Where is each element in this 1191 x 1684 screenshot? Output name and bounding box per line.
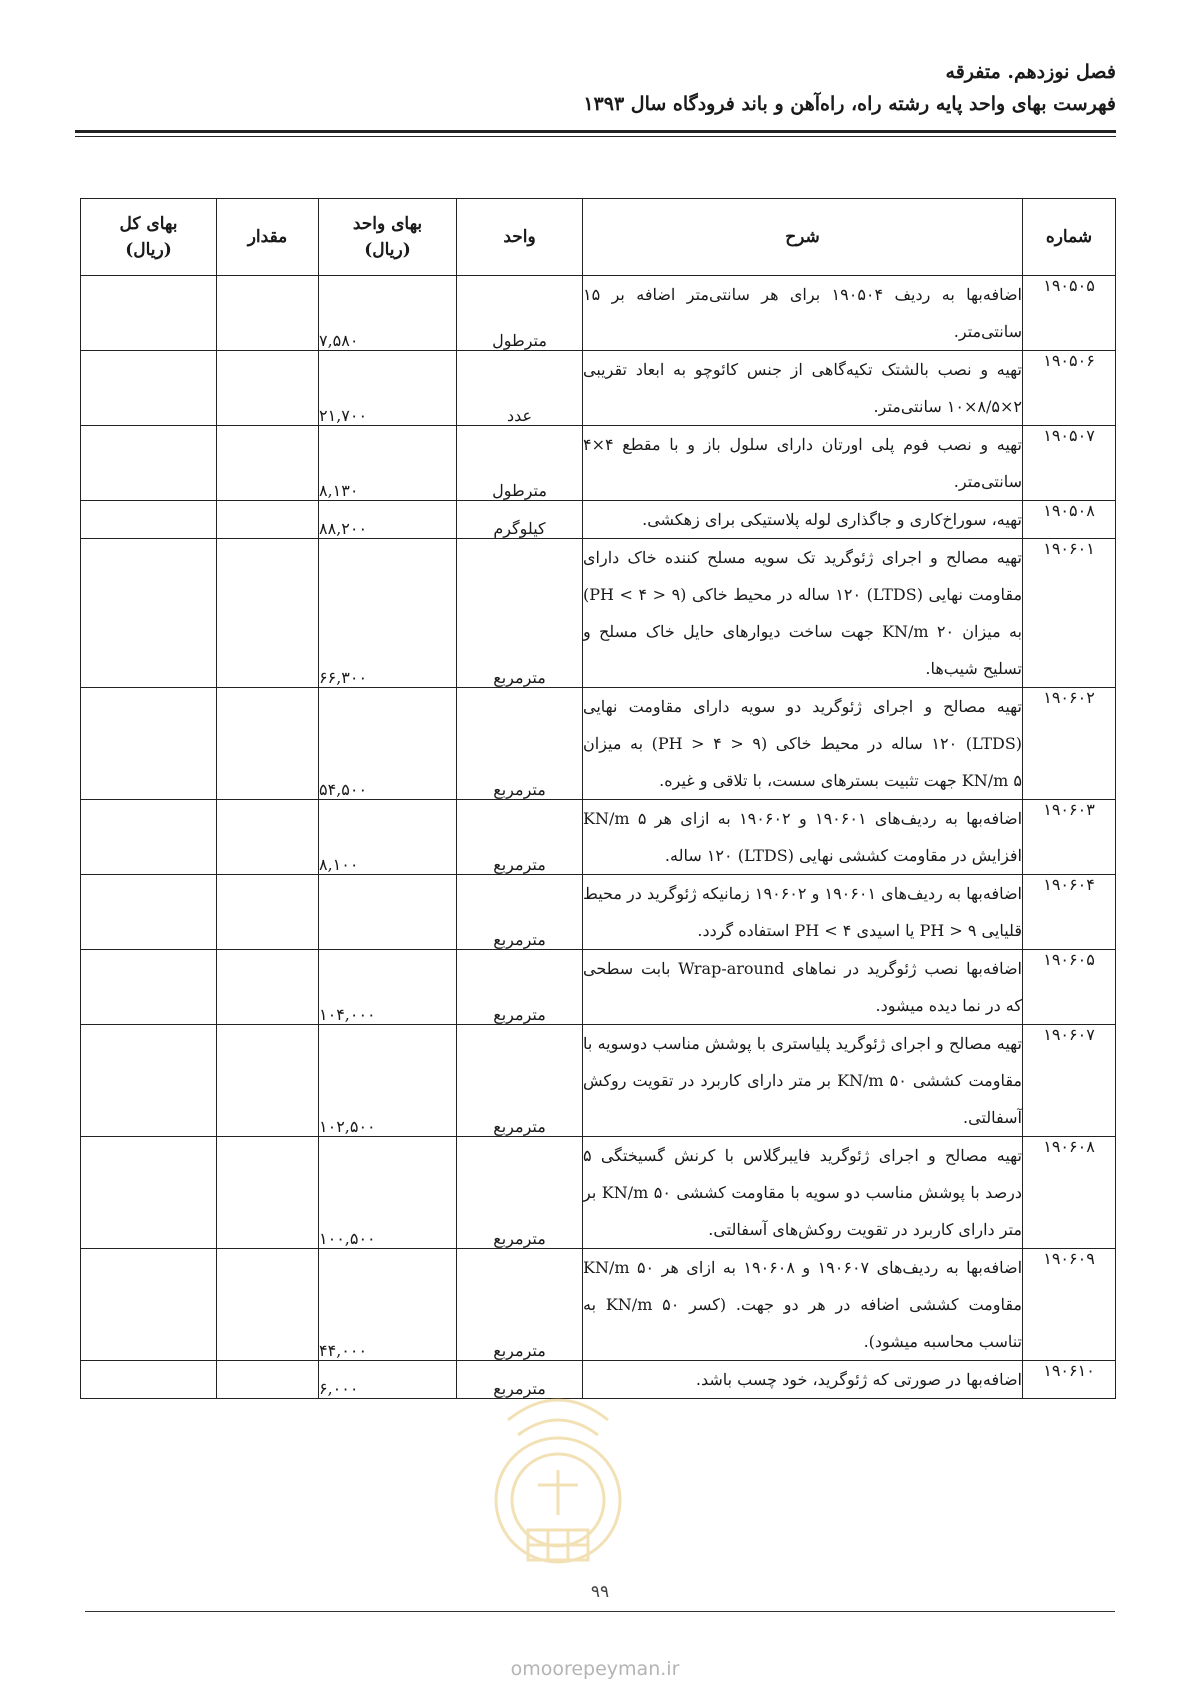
- header-total-currency: (ریال): [125, 240, 172, 260]
- page-number: ۹۹: [590, 1582, 610, 1602]
- table-row: [81, 950, 1116, 1025]
- item-quantity: [217, 1249, 319, 1361]
- item-number: ۱۹۰۶۰۹: [1023, 1249, 1116, 1361]
- item-quantity: [217, 950, 319, 1025]
- item-number: ۱۹۰۶۱۰: [1023, 1361, 1116, 1399]
- item-description: اضافه‌بها به ردیف‌های ۱۹۰۶۰۱ و ۱۹۰۶۰۲ به ازای هر KN/m ۵ افزایش در مقاومت کششی نهایی (LTDS) ۱۲۰ ساله.: [583, 800, 1023, 875]
- header-total: [81, 199, 217, 276]
- item-unit: مترطول: [457, 276, 583, 351]
- page-header: [76, 58, 1116, 120]
- table-row: [81, 688, 1116, 800]
- table-row: [81, 1361, 1116, 1399]
- item-total: [81, 351, 217, 426]
- header-unit-price: [319, 199, 457, 276]
- item-quantity: [217, 1137, 319, 1249]
- item-number: ۱۹۰۶۰۱: [1023, 539, 1116, 688]
- item-unit-price: ۱۰۰,۵۰۰: [319, 1137, 457, 1249]
- item-unit-price: ۸,۱۳۰: [319, 426, 457, 501]
- item-number: ۱۹۰۶۰۷: [1023, 1025, 1116, 1137]
- item-number: ۱۹۰۵۰۶: [1023, 351, 1116, 426]
- item-number: ۱۹۰۵۰۵: [1023, 276, 1116, 351]
- item-quantity: [217, 501, 319, 539]
- item-quantity: [217, 875, 319, 950]
- item-description: تهیه مصالح و اجرای ژئوگرید پلیاستری با پوشش مناسب دوسویه با مقاومت کششی KN/m ۵۰ بر متر دارای کاربرد در تقویت روکش آسفالتی.: [583, 1025, 1023, 1137]
- item-unit: عدد: [457, 351, 583, 426]
- item-unit-price: [319, 875, 457, 950]
- header-quantity: مقدار: [217, 199, 319, 276]
- item-description: اضافه‌بها به ردیف‌های ۱۹۰۶۰۷ و ۱۹۰۶۰۸ به ازای هر KN/m ۵۰ مقاومت کششی اضافه در هر دو جهت. (کسر KN/m ۵۰ به تناسب محاسبه میشود).: [583, 1249, 1023, 1361]
- item-unit-price: ۱۰۴,۰۰۰: [319, 950, 457, 1025]
- table-row: [81, 539, 1116, 688]
- table-row: [81, 426, 1116, 501]
- item-total: [81, 539, 217, 688]
- header-number: شماره: [1023, 199, 1116, 276]
- item-number: ۱۹۰۶۰۲: [1023, 688, 1116, 800]
- header-unit: واحد: [457, 199, 583, 276]
- header-rule-thick: [75, 130, 1116, 133]
- item-unit: مترمربع: [457, 800, 583, 875]
- item-unit-price: ۴۴,۰۰۰: [319, 1249, 457, 1361]
- item-description: اضافه‌بها به ردیف‌های ۱۹۰۶۰۱ و ۱۹۰۶۰۲ زمانیکه ژئوگرید در محیط قلیایی ۹ < PH یا اسیدی ۴ > PH استفاده گردد.: [583, 875, 1023, 950]
- item-quantity: [217, 800, 319, 875]
- table-row: [81, 875, 1116, 950]
- header-total-label: بهای کل: [119, 214, 178, 234]
- item-unit: مترمربع: [457, 1361, 583, 1399]
- footer-rule: [85, 1611, 1115, 1612]
- item-total: [81, 875, 217, 950]
- item-unit: مترمربع: [457, 688, 583, 800]
- header-description: شرح: [583, 199, 1023, 276]
- omoorepeyman-seal-icon: [478, 1380, 638, 1580]
- item-number: ۱۹۰۵۰۸: [1023, 501, 1116, 539]
- document-subtitle: فهرست بهای واحد پایه رشته راه، راه‌آهن و باند فرودگاه سال ۱۳۹۳: [583, 93, 1116, 115]
- item-description: اضافه‌بها نصب ژئوگرید در نماهای Wrap-around بابت سطحی که در نما دیده میشود.: [583, 950, 1023, 1025]
- item-total: [81, 1025, 217, 1137]
- item-total: [81, 426, 217, 501]
- item-description: تهیه، سوراخ‌کاری و جاگذاری لوله پلاستیکی برای زهکشی.: [583, 501, 1023, 539]
- item-unit-price: ۸۸,۲۰۰: [319, 501, 457, 539]
- item-number: ۱۹۰۵۰۷: [1023, 426, 1116, 501]
- price-list-table: [80, 198, 1116, 1399]
- table-row: [81, 351, 1116, 426]
- item-quantity: [217, 426, 319, 501]
- table-row: [81, 800, 1116, 875]
- item-unit-price: ۲۱,۷۰۰: [319, 351, 457, 426]
- item-description: تهیه مصالح و اجرای ژئوگرید دو سویه دارای مقاومت نهایی (LTDS) ۱۲۰ ساله در محیط خاکی (۹ < PH > ۴) به میزان KN/m ۵ جهت تثبیت بسترهای سست، با تلاقی و غیره.: [583, 688, 1023, 800]
- table-row: [81, 1249, 1116, 1361]
- header-unit-price-label: بهای واحد: [352, 214, 423, 234]
- item-unit-price: ۶۶,۳۰۰: [319, 539, 457, 688]
- table-header-row: [81, 199, 1116, 276]
- item-quantity: [217, 688, 319, 800]
- item-unit: مترمربع: [457, 875, 583, 950]
- item-unit-price: ۱۰۲,۵۰۰: [319, 1025, 457, 1137]
- item-unit: مترمربع: [457, 539, 583, 688]
- table-row: [81, 1137, 1116, 1249]
- header-rule-thin: [75, 136, 1116, 137]
- chapter-title: فصل نوزدهم. متفرقه: [945, 61, 1116, 83]
- item-description: تهیه و نصب فوم پلی اورتان دارای سلول باز و با مقطع ۴×۴ سانتی‌متر.: [583, 426, 1023, 501]
- item-description: اضافه‌بها در صورتی که ژئوگرید، خود چسب باشد.: [583, 1361, 1023, 1399]
- item-total: [81, 1361, 217, 1399]
- item-description: تهیه و نصب بالشتک تکیه‌گاهی از جنس کائوچو به ابعاد تقریبی ۲×۸/۵×۱۰ سانتی‌متر.: [583, 351, 1023, 426]
- item-total: [81, 688, 217, 800]
- item-number: ۱۹۰۶۰۴: [1023, 875, 1116, 950]
- item-quantity: [217, 276, 319, 351]
- item-total: [81, 950, 217, 1025]
- header-unit-price-currency: (ریال): [364, 240, 411, 260]
- item-unit-price: ۵۴,۵۰۰: [319, 688, 457, 800]
- item-unit: مترمربع: [457, 1025, 583, 1137]
- table-row: [81, 501, 1116, 539]
- item-total: [81, 1137, 217, 1249]
- table-row: [81, 276, 1116, 351]
- item-total: [81, 276, 217, 351]
- item-unit: مترمربع: [457, 1137, 583, 1249]
- item-unit: مترمربع: [457, 1249, 583, 1361]
- item-number: ۱۹۰۶۰۸: [1023, 1137, 1116, 1249]
- item-total: [81, 1249, 217, 1361]
- item-description: تهیه مصالح و اجرای ژئوگرید فایبرگلاس با کرنش گسیختگی ۵ درصد با پوشش مناسب دو سویه با مقاومت کششی KN/m ۵۰ بر متر دارای کاربرد در تقویت روکش‌های آسفالتی.: [583, 1137, 1023, 1249]
- watermark-url: omoorepeyman.ir: [510, 1658, 680, 1680]
- item-total: [81, 501, 217, 539]
- item-unit-price: ۶,۰۰۰: [319, 1361, 457, 1399]
- item-number: ۱۹۰۶۰۵: [1023, 950, 1116, 1025]
- item-unit: مترمربع: [457, 950, 583, 1025]
- table-row: [81, 1025, 1116, 1137]
- item-unit: کیلوگرم: [457, 501, 583, 539]
- item-unit-price: ۸,۱۰۰: [319, 800, 457, 875]
- item-quantity: [217, 1361, 319, 1399]
- item-description: تهیه مصالح و اجرای ژئوگرید تک سویه مسلح کننده خاک دارای مقاومت نهایی (LTDS) ۱۲۰ ساله در محیط خاکی (۹ < PH < ۴) به میزان KN/m ۲۰ جهت ساخت دیوارهای حایل خاک مسلح و تسلیح شیب‌ها.: [583, 539, 1023, 688]
- item-unit: مترطول: [457, 426, 583, 501]
- item-quantity: [217, 539, 319, 688]
- item-number: ۱۹۰۶۰۳: [1023, 800, 1116, 875]
- item-quantity: [217, 1025, 319, 1137]
- item-total: [81, 800, 217, 875]
- item-description: اضافه‌بها به ردیف ۱۹۰۵۰۴ برای هر سانتی‌متر اضافه بر ۱۵ سانتی‌متر.: [583, 276, 1023, 351]
- item-quantity: [217, 351, 319, 426]
- item-unit-price: ۷,۵۸۰: [319, 276, 457, 351]
